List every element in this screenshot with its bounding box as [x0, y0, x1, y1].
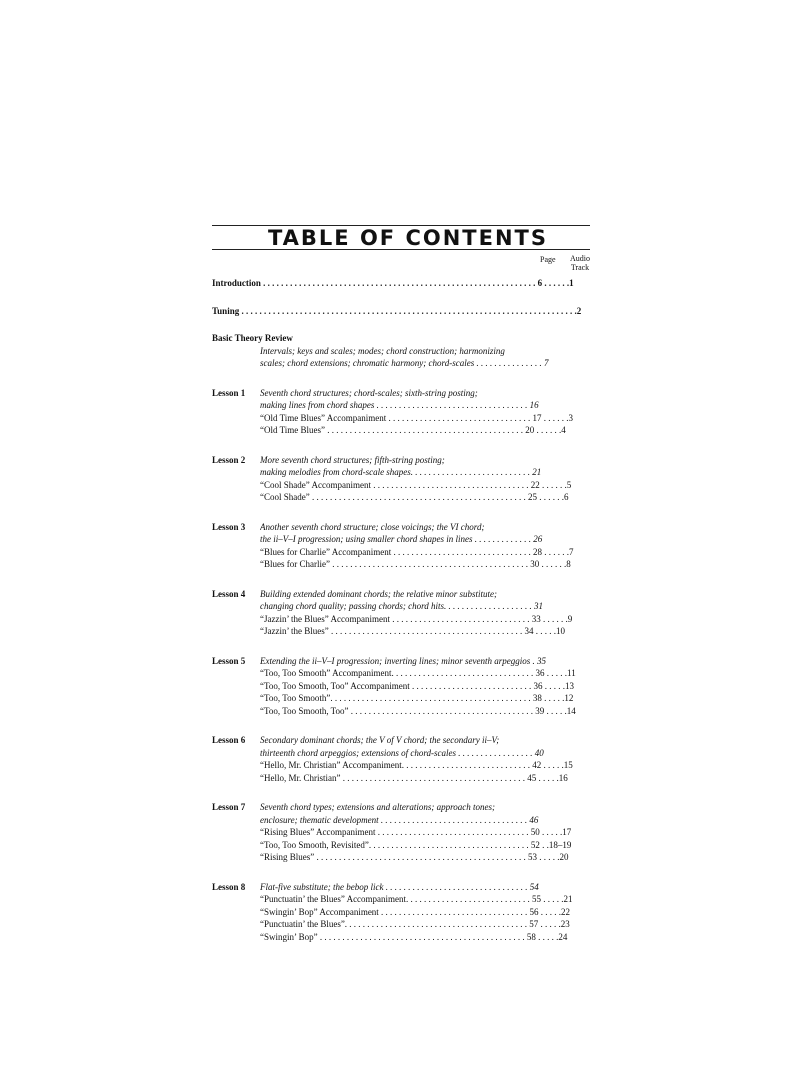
toc-entry[interactable]: “Swingin’ Bop” . . . . . . . . . . . . . . . . . . . . . . . . . . . . . . . . . . . . . . . . . . . . . . 58 . . . . .24	[260, 931, 568, 942]
toc-entry[interactable]: “Cool Shade” . . . . . . . . . . . . . . . . . . . . . . . . . . . . . . . . . . . . . . . . . . . . . . . . 25 . . . . . .6	[260, 492, 569, 502]
basic-theory-section	[212, 332, 590, 370]
toc-entry-tuning[interactable]: Tuning . . . . . . . . . . . . . . . . . . . . . . . . . . . . . . . . . . . . . . . . . . . . . . . . . . . . . . . . . . . . . . . . . . . . . . . . . . .2	[212, 305, 582, 316]
lesson-topic-line[interactable]: making melodies from chord-scale shapes. . . . . . . . . . . . . . . . . . . . . . . . . . . 21	[260, 467, 542, 477]
column-headers	[212, 250, 590, 274]
lesson-topic-line[interactable]: enclosure; thematic development . . . . . . . . . . . . . . . . . . . . . . . . . . . . . . . . . 46	[260, 814, 539, 825]
lesson-topic-line[interactable]: Extending the ii–V–I progression; inverting lines; minor seventh arpeggios . 35	[260, 655, 547, 666]
lesson-topic-line[interactable]: thirteenth chord arpeggios; extensions of chord-scales . . . . . . . . . . . . . . . . . 40	[260, 747, 544, 758]
lesson-section	[212, 521, 590, 571]
lesson-label: Lesson 3	[212, 521, 246, 532]
lesson-topic-line[interactable]: Flat-five substitute; the bebop lick . . . . . . . . . . . . . . . . . . . . . . . . . . . . . . . . 54	[260, 881, 539, 892]
lesson-label: Lesson 4	[212, 588, 246, 599]
basic-theory-heading: Basic Theory Review	[212, 333, 293, 343]
toc-entry[interactable]: “Cool Shade” Accompaniment . . . . . . . . . . . . . . . . . . . . . . . . . . . . . . . . . . . 22 . . . . . .5	[260, 479, 572, 490]
basic-theory-line: Intervals; keys and scales; modes; chord construction; harmonizing	[260, 345, 505, 356]
tuning-entry	[212, 305, 590, 318]
lesson-label: Lesson 6	[212, 735, 246, 745]
toc-entry[interactable]: “Too, Too Smooth” Accompaniment. . . . . . . . . . . . . . . . . . . . . . . . . . . . . . . . 36 . . . . .11	[260, 668, 576, 678]
lesson-label: Lesson 1	[212, 387, 246, 398]
toc-entry[interactable]: “Rising Blues” . . . . . . . . . . . . . . . . . . . . . . . . . . . . . . . . . . . . . . . . . . . . . . . 53 . . . . .20	[260, 852, 569, 862]
lesson-section	[212, 588, 590, 638]
toc-entry[interactable]: “Too, Too Smooth, Revisited”. . . . . . . . . . . . . . . . . . . . . . . . . . . . . . . . . . . . 52 . .18–19	[260, 839, 572, 850]
toc-entry[interactable]: “Jazzin’ the Blues” . . . . . . . . . . . . . . . . . . . . . . . . . . . . . . . . . . . . . . . . . . . 34 . . . . .10	[260, 626, 566, 636]
lesson-label: Lesson 8	[212, 881, 246, 892]
toc-entry[interactable]: “Punctuatin’ the Blues”. . . . . . . . . . . . . . . . . . . . . . . . . . . . . . . . . . . . . . . . . 57 . . . . .23	[260, 919, 570, 929]
lessons-list	[212, 370, 590, 944]
table-of-contents	[212, 225, 590, 943]
toc-entry[interactable]: “Old Time Blues” Accompaniment . . . . . . . . . . . . . . . . . . . . . . . . . . . . . . . . 17 . . . . . .3	[260, 412, 573, 423]
toc-entry-introduction[interactable]: Introduction . . . . . . . . . . . . . . . . . . . . . . . . . . . . . . . . . . . . . . . . . . . . . . . . . . . . . . . . . . . . . 6 . . . . . .1	[212, 278, 574, 288]
lesson-section	[212, 734, 590, 784]
column-header-audio-track	[569, 254, 591, 272]
lesson-label: Lesson 7	[212, 802, 246, 812]
toc-entry[interactable]: “Too, Too Smooth, Too” Accompaniment . . . . . . . . . . . . . . . . . . . . . . . . . . . 36 . . . . .13	[260, 680, 575, 691]
toc-entry[interactable]: “Jazzin’ the Blues” Accompaniment . . . . . . . . . . . . . . . . . . . . . . . . . . . . . . . 33 . . . . . .9	[260, 613, 573, 624]
basic-theory-line[interactable]: scales; chord extensions; chromatic harmony; chord-scales . . . . . . . . . . . . . . . 7	[260, 358, 549, 368]
toc-entry[interactable]: “Rising Blues” Accompaniment . . . . . . . . . . . . . . . . . . . . . . . . . . . . . . . . . . 50 . . . . .17	[260, 827, 572, 837]
lesson-topic-line: Secondary dominant chords; the V of V chord; the secondary ii–V;	[260, 735, 500, 745]
toc-entry[interactable]: “Swingin’ Bop” Accompaniment . . . . . . . . . . . . . . . . . . . . . . . . . . . . . . . . . 56 . . . . .22	[260, 906, 571, 917]
lesson-topic-line[interactable]: making lines from chord shapes . . . . . . . . . . . . . . . . . . . . . . . . . . . . . . . . . . 16	[260, 400, 539, 410]
lesson-section	[212, 387, 590, 437]
lesson-section	[212, 801, 590, 864]
lesson-label: Lesson 2	[212, 454, 246, 465]
lesson-section	[212, 655, 590, 718]
lesson-section	[212, 454, 590, 504]
introduction-entry	[212, 277, 590, 290]
column-header-page: Page	[540, 255, 556, 264]
toc-entry[interactable]: “Hello, Mr. Christian” . . . . . . . . . . . . . . . . . . . . . . . . . . . . . . . . . . . . . . . . . 45 . . . . .16	[260, 772, 568, 783]
lesson-section	[212, 881, 590, 944]
toc-entry[interactable]: “Hello, Mr. Christian” Accompaniment. . . . . . . . . . . . . . . . . . . . . . . . . . . . . 42 . . . . .15	[260, 760, 573, 770]
lesson-label: Lesson 5	[212, 655, 246, 666]
toc-entry[interactable]: “Old Time Blues” . . . . . . . . . . . . . . . . . . . . . . . . . . . . . . . . . . . . . . . . . . . . 20 . . . . . .4	[260, 425, 566, 435]
page-title: TABLE OF CONTENTS	[267, 226, 549, 250]
column-header-audio: Audio	[570, 254, 590, 263]
lesson-topic-line: Seventh chord types; extensions and alterations; approach tones;	[260, 802, 496, 812]
lesson-topic-line: More seventh chord structures; fifth-string posting;	[260, 454, 445, 465]
toc-entry[interactable]: “Too, Too Smooth, Too” . . . . . . . . . . . . . . . . . . . . . . . . . . . . . . . . . . . . . . . . . 39 . . . . .14	[260, 705, 576, 716]
lesson-topic-line: Another seventh chord structure; close voicings; the VI chord;	[260, 521, 485, 532]
column-header-track: Track	[570, 263, 590, 272]
toc-entry[interactable]: “Too, Too Smooth”. . . . . . . . . . . . . . . . . . . . . . . . . . . . . . . . . . . . . . . . . . . . . 38 . . . . .12	[260, 693, 574, 703]
toc-entry[interactable]: “Blues for Charlie” . . . . . . . . . . . . . . . . . . . . . . . . . . . . . . . . . . . . . . . . . . . . 30 . . . . . .8	[260, 559, 571, 569]
lesson-topic-line: Seventh chord structures; chord-scales; sixth-string posting;	[260, 387, 478, 398]
lesson-topic-line: Building extended dominant chords; the relative minor substitute;	[260, 588, 498, 599]
lesson-topic-line[interactable]: the ii–V–I progression; using smaller chord shapes in lines . . . . . . . . . . . . . 26	[260, 534, 543, 544]
lesson-topic-line[interactable]: changing chord quality; passing chords; chord hits. . . . . . . . . . . . . . . . . . . . 31	[260, 601, 543, 611]
toc-entry[interactable]: “Punctuatin’ the Blues” Accompaniment. . . . . . . . . . . . . . . . . . . . . . . . . . . . 55 . . . . .21	[260, 894, 573, 904]
toc-entry[interactable]: “Blues for Charlie” Accompaniment . . . . . . . . . . . . . . . . . . . . . . . . . . . . . . . 28 . . . . . .7	[260, 546, 574, 557]
